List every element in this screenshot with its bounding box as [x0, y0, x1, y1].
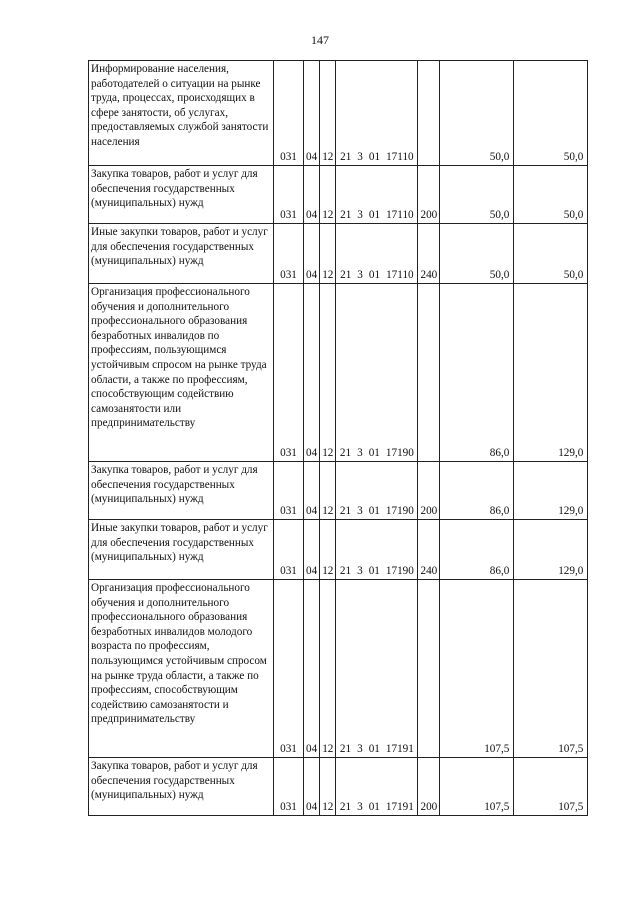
podrazdel-code: 12 [320, 520, 336, 580]
table-row [89, 284, 588, 462]
row-name [89, 224, 274, 284]
row-name-text: Закупка товаров, работ и услуг для обеспечения государственных (муниципальных) нужд [91, 168, 258, 210]
budget-table [88, 60, 588, 816]
amount-year-1: 107,5 [440, 580, 514, 758]
table-row [89, 758, 588, 816]
podrazdel-code: 12 [320, 758, 336, 816]
podrazdel-code: 12 [320, 462, 336, 520]
target-article-part: 01 [368, 565, 380, 578]
vedomstvo-code: 031 [274, 284, 304, 462]
row-name-text: Организация профессионального обучения и дополнительного профессионального образования безработных инвалидов молодого возраста по профессиям, пользующимся устойчивым спросом на рынке труда области, а также по профессиям, способствующим содействию самозанятости и предпринимательству [91, 582, 267, 726]
amount-year-2: 50,0 [514, 224, 588, 284]
table-row [89, 166, 588, 224]
expense-type-code: 240 [418, 520, 440, 580]
target-article-part: 17190 [385, 565, 414, 578]
target-article-part: 17110 [386, 151, 414, 164]
razdel-code: 04 [304, 520, 320, 580]
podrazdel-code: 12 [320, 284, 336, 462]
amount-year-1: 107,5 [440, 758, 514, 816]
expense-type-code [418, 284, 440, 462]
razdel-code: 04 [304, 758, 320, 816]
target-article-code [336, 758, 418, 816]
podrazdel-code: 12 [320, 580, 336, 758]
target-article-part: 01 [368, 209, 381, 222]
row-name [89, 462, 274, 520]
amount-year-1: 50,0 [440, 61, 514, 166]
expense-type-code: 200 [418, 462, 440, 520]
target-article-part: 01 [368, 801, 380, 814]
amount-year-1: 86,0 [440, 520, 514, 580]
podrazdel-code: 12 [320, 224, 336, 284]
row-name-text: Иные закупки товаров, работ и услуг для обеспечения государственных (муниципальных) нужд [91, 226, 268, 268]
amount-year-2: 107,5 [514, 580, 588, 758]
expense-type-code: 200 [418, 758, 440, 816]
target-article-part: 21 [339, 801, 352, 814]
table-row [89, 462, 588, 520]
row-name-text: Информирование населения, работодателей о ситуации на рынке труда, процессах, происходящих в сфере занятости, об услугах, предоставляемых службой занятости населения [91, 63, 269, 148]
razdel-code: 04 [304, 462, 320, 520]
razdel-code: 04 [304, 166, 320, 224]
target-article-code [336, 224, 418, 284]
razdel-code: 04 [304, 61, 320, 166]
target-article-part: 17191 [385, 801, 414, 814]
expense-type-code [418, 61, 440, 166]
amount-year-2: 129,0 [514, 284, 588, 462]
amount-year-2: 50,0 [514, 61, 588, 166]
razdel-code: 04 [304, 284, 320, 462]
vedomstvo-code: 031 [274, 166, 304, 224]
vedomstvo-code: 031 [274, 224, 304, 284]
row-name [89, 284, 274, 462]
row-name [89, 580, 274, 758]
expense-type-code: 240 [418, 224, 440, 284]
amount-year-1: 50,0 [440, 166, 514, 224]
target-article-part: 01 [368, 447, 380, 460]
target-article-part: 17110 [386, 269, 414, 282]
target-article-part: 21 [340, 269, 352, 282]
target-article-part: 3 [357, 447, 363, 460]
target-article-part: 21 [340, 151, 352, 164]
row-name-text: Закупка товаров, работ и услуг для обеспечения государственных (муниципальных) нужд [91, 464, 258, 506]
amount-year-1: 86,0 [440, 462, 514, 520]
row-name [89, 166, 274, 224]
target-article-part: 17190 [385, 505, 414, 518]
row-name [89, 61, 274, 166]
target-article-part: 3 [357, 151, 363, 164]
vedomstvo-code: 031 [274, 758, 304, 816]
target-article-code [336, 520, 418, 580]
amount-year-2: 129,0 [514, 520, 588, 580]
table-row [89, 224, 588, 284]
target-article-code [336, 462, 418, 520]
target-article-part: 21 [340, 209, 352, 222]
target-article-part: 17110 [386, 209, 414, 222]
row-name-text: Закупка товаров, работ и услуг для обеспечения государственных (муниципальных) нужд [91, 760, 258, 802]
target-article-part: 17191 [385, 743, 414, 756]
target-article-part: 3 [357, 565, 363, 578]
target-article-part: 3 [357, 209, 363, 222]
expense-type-code: 200 [418, 166, 440, 224]
target-article-code [336, 166, 418, 224]
podrazdel-code: 12 [320, 61, 336, 166]
target-article-part: 01 [368, 269, 381, 282]
target-article-part: 21 [339, 447, 352, 460]
vedomstvo-code: 031 [274, 61, 304, 166]
target-article-code [336, 284, 418, 462]
razdel-code: 04 [304, 580, 320, 758]
vedomstvo-code: 031 [274, 520, 304, 580]
target-article-part: 17190 [385, 447, 414, 460]
row-name-text: Организация профессионального обучения и дополнительного профессионального образования безработных инвалидов по профессиям, пользующимся устойчивым спросом на рынке труда области, а также по профессиям, способствующим содействию самозанятости или предпринимательству [91, 286, 267, 430]
amount-year-2: 107,5 [514, 758, 588, 816]
podrazdel-code: 12 [320, 166, 336, 224]
vedomstvo-code: 031 [274, 580, 304, 758]
target-article-part: 3 [357, 743, 363, 756]
table-row [89, 520, 588, 580]
target-article-part: 3 [357, 269, 363, 282]
row-name [89, 520, 274, 580]
amount-year-2: 50,0 [514, 166, 588, 224]
target-article-part: 21 [339, 743, 352, 756]
target-article-part: 01 [368, 743, 380, 756]
target-article-part: 01 [368, 151, 381, 164]
target-article-part: 3 [357, 505, 363, 518]
expense-type-code [418, 580, 440, 758]
amount-year-1: 50,0 [440, 224, 514, 284]
target-article-part: 21 [339, 565, 352, 578]
vedomstvo-code: 031 [274, 462, 304, 520]
amount-year-1: 86,0 [440, 284, 514, 462]
target-article-code [336, 580, 418, 758]
row-name-text: Иные закупки товаров, работ и услуг для обеспечения государственных (муниципальных) нужд [91, 522, 268, 564]
razdel-code: 04 [304, 224, 320, 284]
table-row [89, 61, 588, 166]
target-article-part: 01 [368, 505, 380, 518]
amount-year-2: 129,0 [514, 462, 588, 520]
target-article-part: 21 [339, 505, 352, 518]
page-number: 147 [311, 33, 329, 47]
target-article-part: 3 [357, 801, 363, 814]
target-article-code [336, 61, 418, 166]
table-row [89, 580, 588, 758]
row-name [89, 758, 274, 816]
